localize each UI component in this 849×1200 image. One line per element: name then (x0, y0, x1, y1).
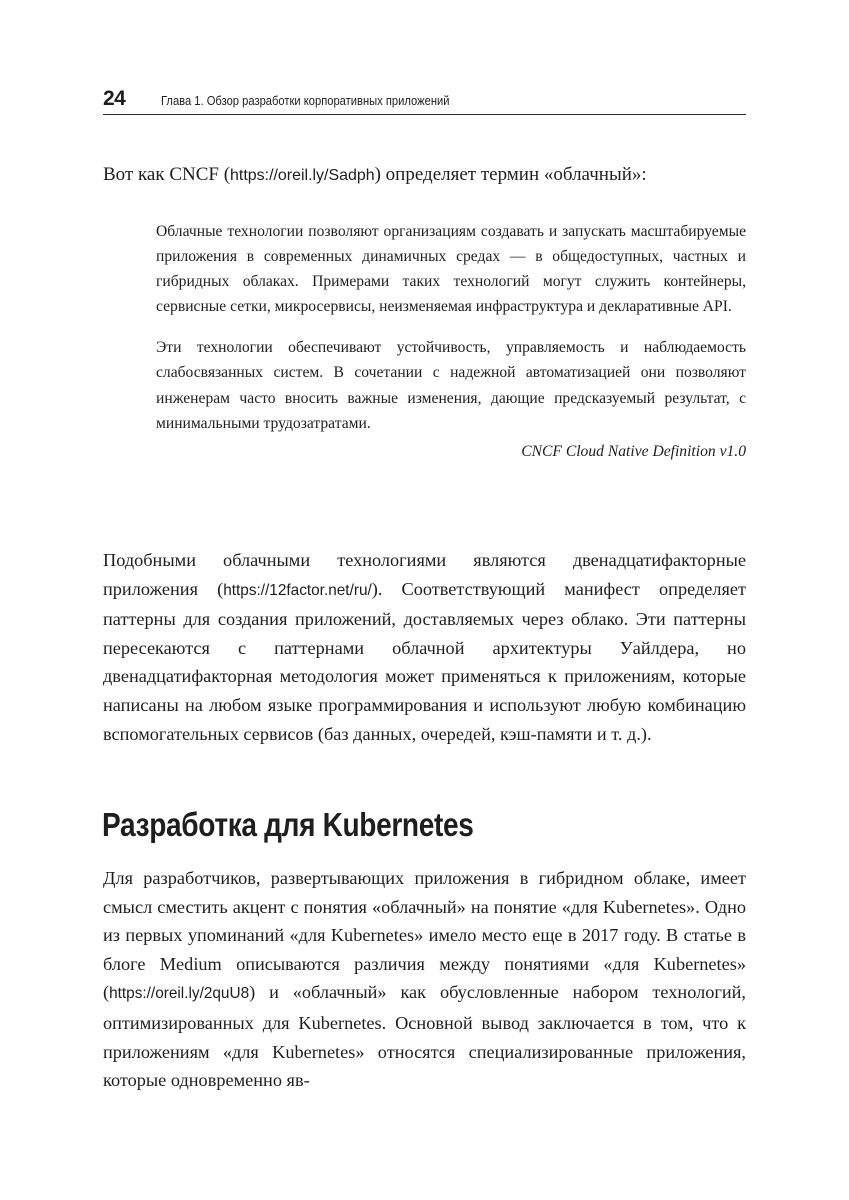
running-header (103, 86, 746, 115)
paragraph-1-text-before: Подобными облачными технологиями являются двенадцатифакторные приложения ( (103, 550, 746, 599)
medium-article-link[interactable]: https://oreil.ly/2quU8 (109, 985, 250, 1003)
body-paragraph-1 (103, 546, 746, 748)
paragraph-2-text-before: Для разработчиков, развертывающих приложения в гибридном облаке, имеет смысл сместить акцент с понятия «облачный» на понятие «для Kubernetes». Одно из первых упоминаний «для Kubernetes» имело место еще в 2017 году. В статье в блоге Medium описываются различия между понятиями «для Kubernetes» ( (103, 868, 746, 1003)
quote-paragraph-1: Облачные технологии позволяют организациям создавать и запускать масштабируемые приложения в современных динамичных средах — в общедоступных, частных и гибридных облаках. Примерами таких технологий могут служить контейнеры, сервисные сетки, микросервисы, неизменяемая инфраструктура и декларативные API. (156, 223, 746, 316)
block-quote (156, 219, 746, 464)
paragraph-2-text-after: ) и «облачный» как обусловленные набором технологий, оптимизированных для Kubernetes. Основной вывод заключается в том, что к приложениям «для Kubernetes» относятся специализированные приложения, которые одновременно яв- (103, 982, 746, 1091)
quote-source: CNCF Cloud Native Definition v1.0 (521, 442, 746, 460)
intro-line (103, 160, 783, 190)
quote-paragraph-2: Эти технологии обеспечивают устойчивость, управляемость и наблюдаемость слабосвязанных систем. В сочетании с надежной автоматизацией они позволяют инженерам часто вносить важные изменения, дающие предсказуемый результат, с минимальными трудозатратами. (156, 339, 746, 432)
body-paragraph-2 (103, 864, 746, 1095)
intro-text-after: ) определяет термин «облачный»: (374, 164, 647, 185)
twelve-factor-link[interactable]: https://12factor.net/ru/ (223, 581, 372, 599)
chapter-title: Глава 1. Обзор разработки корпоративных приложений (161, 93, 450, 108)
cncf-link[interactable]: https://oreil.ly/Sadph (230, 167, 375, 184)
paragraph-1-text-after: ). Соответствующий манифест определяет паттерны для создания приложений, доставляемых через облако. Эти паттерны пересекаются с паттернами облачной архитектуры Уайлдера, но двенадцатифакторная методология может применяться к приложениям, которые написаны на любом языке программирования и используют любую комбинацию вспомогательных сервисов (баз данных, очередей, кэш-памяти и т. д.). (103, 578, 747, 744)
page-number: 24 (103, 87, 126, 110)
section-heading: Разработка для Kubernetes (102, 806, 474, 843)
intro-text-before: Вот как CNCF ( (103, 164, 231, 185)
